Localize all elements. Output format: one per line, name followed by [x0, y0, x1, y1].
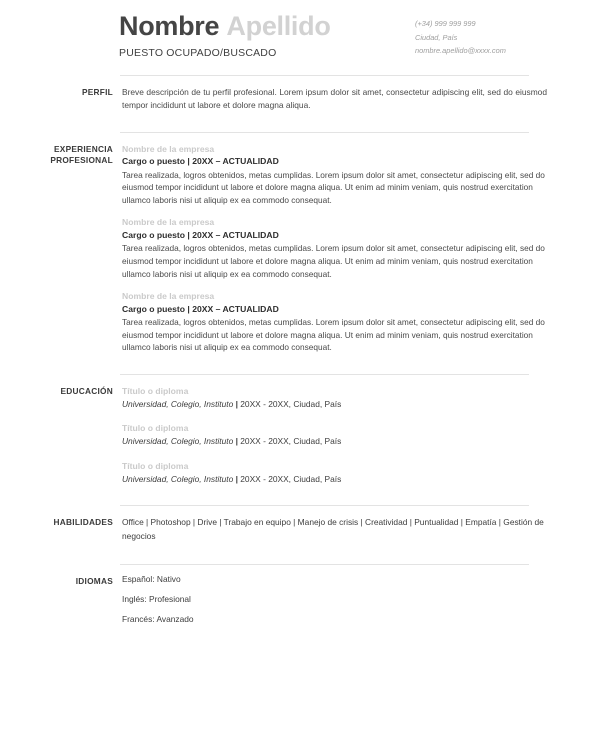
section-label-skills: HABILIDADES: [53, 517, 113, 528]
education-school: Universidad, Colegio, Instituto: [122, 473, 234, 484]
section-languages: [0, 575, 609, 624]
contact-phone: (+34) 999 999 999: [415, 19, 476, 28]
section-body-languages: [113, 575, 609, 624]
experience-entry: [122, 290, 547, 354]
education-detail: [122, 398, 547, 411]
section-profile: [0, 86, 609, 112]
experience-role: Cargo o puesto | 20XX – ACTUALIDAD: [122, 229, 279, 240]
education-school: Universidad, Colegio, Instituto: [122, 436, 234, 447]
education-degree: Título o diploma: [122, 423, 189, 434]
education-entry: [122, 422, 547, 448]
education-degree: Título o diploma: [122, 460, 189, 471]
education-degree: Título o diploma: [122, 385, 189, 396]
section-label-languages: IDIOMAS: [75, 575, 113, 586]
section-body-experience: [113, 143, 609, 354]
contact-block: [415, 12, 506, 58]
experience-company: Nombre de la empresa: [122, 143, 215, 154]
resume-header: [0, 0, 609, 59]
language-item: Inglés: Profesional: [122, 594, 191, 605]
experience-entry: [122, 216, 547, 280]
section-label-education: EDUCACIÓN: [60, 385, 113, 396]
language-item: Español: Nativo: [122, 573, 181, 584]
education-separator: |: [235, 473, 238, 484]
experience-entry: [122, 143, 547, 207]
education-separator: |: [235, 436, 238, 447]
first-name: Nombre: [119, 11, 220, 41]
full-name: [119, 12, 415, 42]
contact-location: Ciudad, País: [415, 32, 458, 42]
experience-company: Nombre de la empresa: [122, 291, 215, 302]
education-detail: [122, 435, 547, 448]
profile-text: Breve descripción de tu perfil profesional. Lorem ipsum dolor sit amet, consectetur adipiscing elit, sed do eiusmod tempor incididunt ut labore et dolore magna aliqua.: [122, 86, 547, 110]
education-entry: [122, 385, 547, 411]
last-name: Apellido: [226, 11, 331, 41]
experience-role: Cargo o puesto | 20XX – ACTUALIDAD: [122, 156, 279, 167]
section-label-experience-line1: EXPERIENCIA: [54, 143, 113, 154]
education-school: Universidad, Colegio, Instituto: [122, 398, 234, 409]
section-experience: [0, 143, 609, 354]
header-identity: [0, 12, 415, 59]
education-dates-location: 20XX - 20XX, Ciudad, País: [240, 436, 342, 447]
job-title: PUESTO OCUPADO/BUSCADO: [119, 46, 277, 59]
section-label-profile: PERFIL: [81, 86, 113, 97]
education-dates-location: 20XX - 20XX, Ciudad, País: [240, 398, 342, 409]
education-detail: [122, 473, 547, 486]
education-entry: [122, 460, 547, 486]
experience-description: Tarea realizada, logros obtenidos, metas cumplidas. Lorem ipsum dolor sit amet, consectetur adipiscing elit, sed do eiusmod tempor incididunt ut labore et dolore magna aliqua. Ut enim ad minim veniam, quis nostrud exercitation ullamco laboris nisi ut aliquip ex ea commodo consequat.: [122, 243, 545, 279]
education-dates-location: 20XX - 20XX, Ciudad, País: [240, 473, 342, 484]
education-separator: |: [235, 398, 238, 409]
section-body-skills: [113, 516, 609, 543]
experience-description: Tarea realizada, logros obtenidos, metas cumplidas. Lorem ipsum dolor sit amet, consectetur adipiscing elit, sed do eiusmod tempor incididunt ut labore et dolore magna aliqua. Ut enim ad minim veniam, quis nostrud exercitation ullamco laboris nisi ut aliquip ex ea commodo consequat.: [122, 317, 545, 353]
section-body-profile: [113, 86, 609, 112]
section-education: [0, 385, 609, 486]
language-item: Francés: Avanzado: [122, 614, 194, 625]
skills-text: Office | Photoshop | Drive | Trabajo en equipo | Manejo de crisis | Creatividad | Puntualidad | Empatía | Gestión de negocios: [122, 517, 544, 542]
section-label-experience: [0, 143, 113, 166]
experience-company: Nombre de la empresa: [122, 217, 215, 228]
experience-description: Tarea realizada, logros obtenidos, metas cumplidas. Lorem ipsum dolor sit amet, consectetur adipiscing elit, sed do eiusmod tempor incididunt ut labore et dolore magna aliqua. Ut enim ad minim veniam, quis nostrud exercitation ullamco laboris nisi ut aliquip ex ea commodo consequat.: [122, 169, 545, 205]
section-label-experience-line2: PROFESIONAL: [50, 154, 113, 165]
contact-email: nombre.apellido@xxxx.com: [415, 46, 506, 56]
experience-role: Cargo o puesto | 20XX – ACTUALIDAD: [122, 303, 279, 314]
section-body-education: [113, 385, 609, 486]
section-skills: [0, 516, 609, 543]
